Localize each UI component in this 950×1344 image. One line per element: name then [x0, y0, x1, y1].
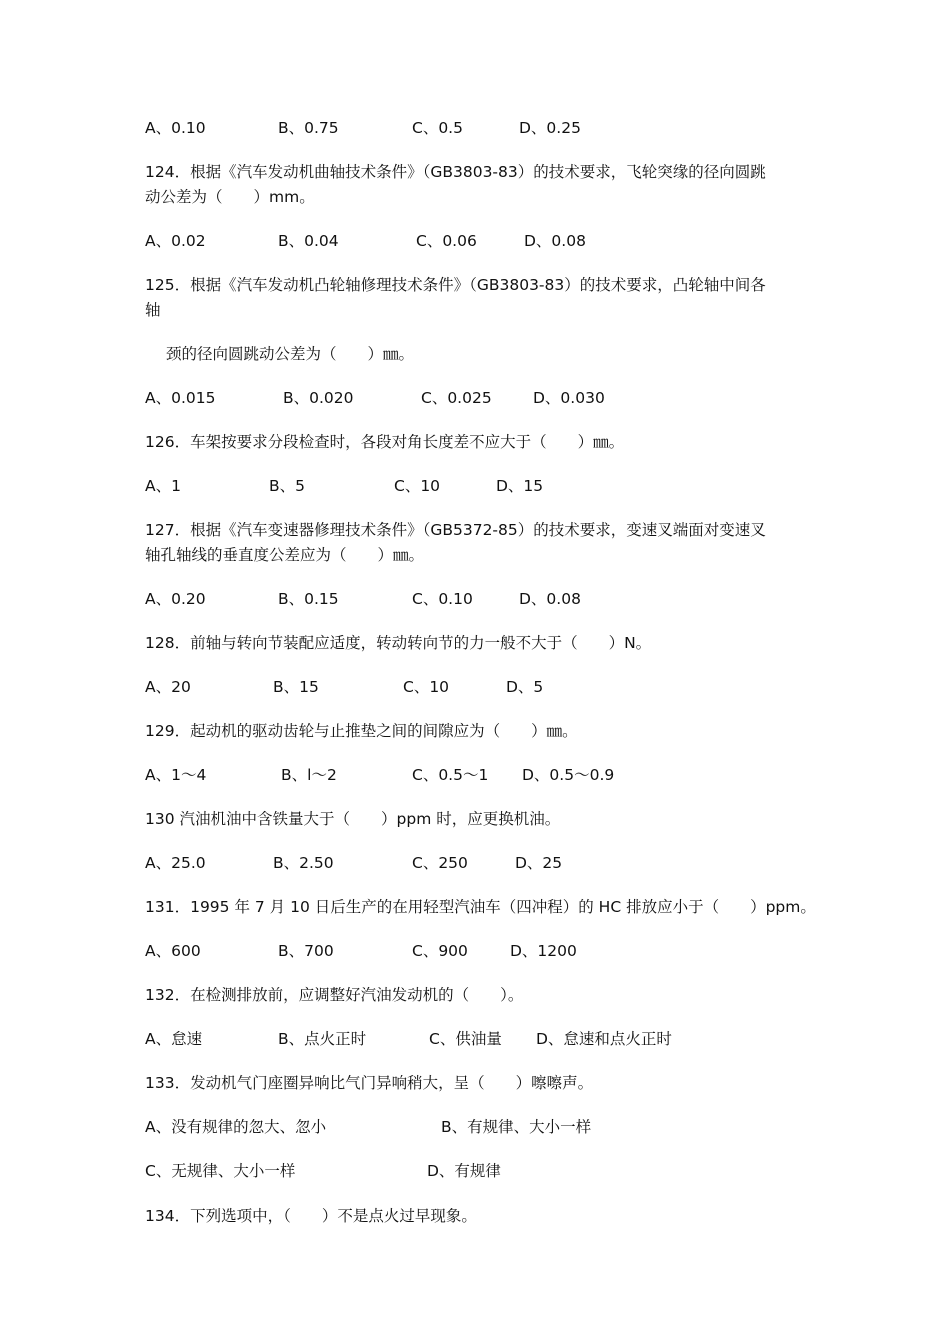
q124-option-b: B、0.04	[278, 232, 339, 250]
q129-text: 129．起动机的驱动齿轮与止推垫之间的间隙应为（ ）㎜。	[145, 722, 578, 740]
q132-option-b: B、点火正时	[278, 1030, 367, 1048]
q123-option-b: B、0.75	[278, 119, 339, 137]
q129-option-a: A、1～4	[145, 766, 207, 784]
q123-option-a: A、0.10	[145, 119, 206, 137]
q133-option-b: B、有规律、大小一样	[441, 1118, 592, 1136]
q131-option-c: C、900	[412, 942, 468, 960]
q127-option-c: C、0.10	[412, 590, 473, 608]
q127-text-line1: 127．根据《汽车变速器修理技术条件》（GB5372-85）的技术要求，变速叉端面对变速叉	[145, 521, 766, 539]
q125-option-d: D、0.030	[533, 389, 605, 407]
q134-text: 134．下列选项中，（ ）不是点火过早现象。	[145, 1207, 477, 1225]
q124-text-line2: 动公差为（ ）mm。	[145, 188, 315, 206]
q130-text: 130 汽油机油中含铁量大于（ ）ppm 时，应更换机油。	[145, 810, 561, 828]
q132-option-c: C、供油量	[429, 1030, 502, 1048]
q129-option-c: C、0.5～1	[412, 766, 489, 784]
q125-text-line2: 轴	[145, 301, 161, 319]
q126-option-a: A、1	[145, 477, 181, 495]
q129-option-d: D、0.5～0.9	[522, 766, 615, 784]
q128-option-d: D、5	[506, 678, 544, 696]
q128-option-b: B、15	[273, 678, 319, 696]
q130-option-d: D、25	[515, 854, 563, 872]
q131-option-b: B、700	[278, 942, 334, 960]
q132-option-a: A、怠速	[145, 1030, 203, 1048]
q124-option-c: C、0.06	[416, 232, 477, 250]
q126-option-d: D、15	[496, 477, 544, 495]
q132-option-d: D、怠速和点火正时	[536, 1030, 672, 1048]
q126-option-b: B、5	[269, 477, 305, 495]
q123-option-c: C、0.5	[412, 119, 463, 137]
q125-text-line1: 125．根据《汽车发动机凸轮轴修理技术条件》（GB3803-83）的技术要求，凸轮轴中间各	[145, 276, 766, 294]
q129-option-b: B、l～2	[281, 766, 337, 784]
q130-option-b: B、2.50	[273, 854, 334, 872]
q125-option-b: B、0.020	[283, 389, 354, 407]
q126-text: 126．车架按要求分段检查时，各段对角长度差不应大于（ ）㎜。	[145, 433, 625, 451]
q126-option-c: C、10	[394, 477, 441, 495]
q125-text-line3: 颈的径向圆跳动公差为（ ）㎜。	[166, 345, 415, 363]
q133-option-d: D、有规律	[427, 1162, 501, 1180]
q128-text: 128．前轴与转向节装配应适度，转动转向节的力一般不大于（ ）N。	[145, 634, 652, 652]
q124-option-d: D、0.08	[524, 232, 586, 250]
q133-option-c: C、无规律、大小一样	[145, 1162, 296, 1180]
q128-option-c: C、10	[403, 678, 450, 696]
q125-option-a: A、0.015	[145, 389, 216, 407]
q127-option-b: B、0.15	[278, 590, 339, 608]
q133-option-a: A、没有规律的忽大、忽小	[145, 1118, 327, 1136]
q132-text: 132．在检测排放前，应调整好汽油发动机的（ ）。	[145, 986, 524, 1004]
q123-option-d: D、0.25	[519, 119, 581, 137]
q127-option-a: A、0.20	[145, 590, 206, 608]
q130-option-c: C、250	[412, 854, 468, 872]
q131-option-a: A、600	[145, 942, 201, 960]
q124-option-a: A、0.02	[145, 232, 206, 250]
q131-text: 131．1995 年 7 月 10 日后生产的在用轻型汽油车（四冲程）的 HC 排放应小于（ ）ppm。	[145, 898, 816, 916]
q133-text: 133．发动机气门座圈异响比气门异响稍大，呈（ ）嚓嚓声。	[145, 1074, 594, 1092]
q124-text-line1: 124．根据《汽车发动机曲轴技术条件》（GB3803-83）的技术要求，飞轮突缘的径向圆跳	[145, 163, 766, 181]
q128-option-a: A、20	[145, 678, 191, 696]
q125-option-c: C、0.025	[421, 389, 492, 407]
q127-text-line2: 轴孔轴线的垂直度公差应为（ ）㎜。	[145, 546, 425, 564]
q131-option-d: D、1200	[510, 942, 577, 960]
q127-option-d: D、0.08	[519, 590, 581, 608]
q130-option-a: A、25.0	[145, 854, 206, 872]
